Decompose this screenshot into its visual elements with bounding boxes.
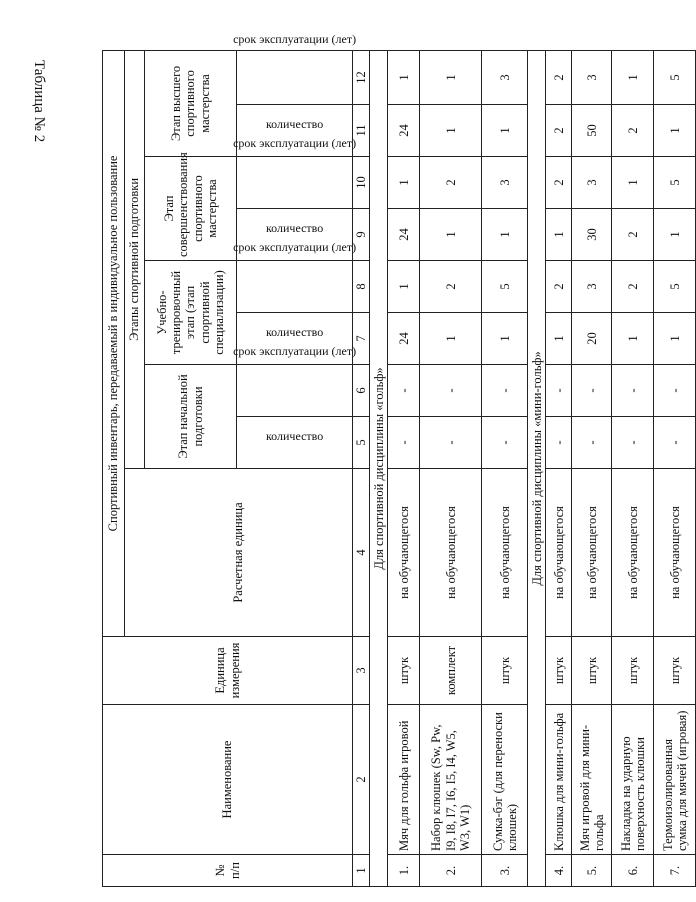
row-unit: комплект (420, 637, 482, 705)
cell-value: 1 (420, 313, 482, 365)
cell-value: 1 (482, 313, 528, 365)
cell-value: 1 (612, 313, 654, 365)
section-title: Для спортивной дисциплины «мини-гольф» (528, 50, 546, 886)
cell-value: 24 (388, 313, 420, 365)
header-unit: Единица измерения (103, 637, 353, 705)
header-qty: количество (237, 209, 353, 261)
cell-value: 50 (572, 105, 612, 157)
cell-value: - (482, 417, 528, 469)
cell-value: 5 (654, 261, 696, 313)
row-num: 2. (420, 855, 482, 887)
cell-value: 3 (572, 261, 612, 313)
row-calc-unit: на обучающегося (388, 469, 420, 637)
row-name: Мяч игровой для мини-гольфа (572, 705, 612, 855)
cell-value: - (482, 365, 528, 417)
header-term: срок эксплуатации (лет) (237, 261, 353, 313)
row-calc-unit: на обучающегося (612, 469, 654, 637)
section-title: Для спортивной дисциплины «гольф» (370, 50, 388, 886)
cell-value: 1 (420, 209, 482, 261)
cell-value: 2 (546, 105, 572, 157)
row-unit: штук (612, 637, 654, 705)
cell-value: 24 (388, 105, 420, 157)
cell-value: 30 (572, 209, 612, 261)
header-term: срок эксплуатации (лет) (237, 365, 353, 417)
header-inventory: Спортивный инвентарь, передаваемый в индивидуальное пользование (103, 50, 125, 636)
cell-value: 2 (420, 157, 482, 209)
cell-value: - (546, 417, 572, 469)
table-row (572, 50, 612, 886)
row-num: 6. (612, 855, 654, 887)
row-unit: штук (388, 637, 420, 705)
cell-value: - (612, 417, 654, 469)
row-name: Мяч для гольфа игровой (388, 705, 420, 855)
cell-value: 1 (420, 105, 482, 157)
header-calc-unit: Расчетная единица (125, 469, 353, 637)
cell-value: - (572, 365, 612, 417)
cell-value: 1 (654, 105, 696, 157)
table-row (388, 50, 420, 886)
cell-value: 1 (388, 50, 420, 104)
cell-value: 1 (388, 157, 420, 209)
cell-value: - (572, 417, 612, 469)
table-row (612, 50, 654, 886)
row-calc-unit: на обучающегося (654, 469, 696, 637)
row-num: 4. (546, 855, 572, 887)
row-calc-unit: на обучающегося (420, 469, 482, 637)
cell-value: - (654, 365, 696, 417)
row-calc-unit: на обучающегося (482, 469, 528, 637)
row-num: 5. (572, 855, 612, 887)
header-term: срок эксплуатации (лет) (237, 50, 353, 104)
cell-value: - (388, 365, 420, 417)
cell-value: 1 (482, 209, 528, 261)
cell-value: 24 (388, 209, 420, 261)
cell-value: - (546, 365, 572, 417)
cell-value: 1 (482, 105, 528, 157)
table-number-label: Таблица № 2 (31, 60, 47, 143)
cell-value: 1 (546, 313, 572, 365)
table-row (654, 50, 696, 886)
header-qty: количество (237, 105, 353, 157)
header-qty: количество (237, 313, 353, 365)
inventory-table: № п/п Наименование Единица измерения Спортивный инвентарь, передаваемый в индивидуальное пользование Расчетная единица Этапы спортивной подготовки Этап начальной подготовки Учебно-тренировочный этап (этап спортивной специализации) Этап совершенствования спортивного мастерства Этап высшего спортивного мастерства количество срок эксплуатации (лет) количество срок эксплуатации (лет) количество срок эксплуатации (лет) количество срок эксплуатации (лет) 1 2 3 4 5 6 7 8 9 10 11 12 Для спортивной дисциплины «гольф» 1. Мяч для гольфа игровой штук на обучающегося - - 24 1 24 1 24 1 2. Набор клюшек (Sw, Pw, I9, I8, I7, I6, I5, I4, W5, W3, W1) комплект на обучающегося - - 1 2 1 2 1 1 3. Сумка-бэг (для переноски клюшек) штук на обучающегося - - 1 5 1 3 1 3 Для спортивной дисциплины «мини-гольф» 4. Клюшка для мини-гольфа штук на обучающегося - - 1 2 1 2 2 2 5. Мяч игровой для мини-гольфа штук на обучающегося - - 20 3 30 3 50 3 6. Накладка на ударную поверхность клюшки штук на обучающегося - - 1 2 2 1 2 1 7. Термоизолированная сумка для мячей (игровая) штук на обучающегося - - 1 5 1 5 1 5 (102, 50, 696, 887)
row-unit: штук (482, 637, 528, 705)
cell-value: 1 (420, 50, 482, 104)
row-unit: штук (546, 637, 572, 705)
row-calc-unit: на обучающегося (546, 469, 572, 637)
cell-value: - (388, 417, 420, 469)
cell-value: 1 (546, 209, 572, 261)
cell-value: 2 (420, 261, 482, 313)
cell-value: 1 (612, 50, 654, 104)
cell-value: 2 (546, 157, 572, 209)
row-num: 7. (654, 855, 696, 887)
header-name: Наименование (103, 705, 353, 855)
rotated-table-container (102, 31, 689, 887)
row-calc-unit: на обучающегося (572, 469, 612, 637)
row-unit: штук (572, 637, 612, 705)
cell-value: 2 (612, 261, 654, 313)
cell-value: 3 (482, 50, 528, 104)
row-name: Набор клюшек (Sw, Pw, I9, I8, I7, I6, I5, I4, W5, W3, W1) (420, 705, 482, 855)
row-unit: штук (654, 637, 696, 705)
cell-value: 5 (654, 157, 696, 209)
row-name: Термоизолированная сумка для мячей (игровая) (654, 705, 696, 855)
header-stage-2: Учебно-тренировочный этап (этап спортивной специализации) (145, 261, 237, 365)
cell-value: 2 (612, 209, 654, 261)
header-num: № п/п (103, 855, 353, 887)
row-num: 3. (482, 855, 528, 887)
row-name: Клюшка для мини-гольфа (546, 705, 572, 855)
cell-value: 1 (654, 313, 696, 365)
cell-value: - (612, 365, 654, 417)
cell-value: 1 (388, 261, 420, 313)
header-stage-1: Этап начальной подготовки (145, 365, 237, 469)
table-row (420, 50, 482, 886)
row-num: 1. (388, 855, 420, 887)
cell-value: - (420, 417, 482, 469)
cell-value: 3 (482, 157, 528, 209)
cell-value: 5 (482, 261, 528, 313)
cell-value: 3 (572, 157, 612, 209)
table-row (482, 50, 528, 886)
cell-value: 20 (572, 313, 612, 365)
cell-value: - (654, 417, 696, 469)
table-row (546, 50, 572, 886)
cell-value: - (420, 365, 482, 417)
cell-value: 2 (612, 105, 654, 157)
header-stage-3: Этап совершенствования спортивного мастерства (145, 157, 237, 261)
header-stages: Этапы спортивной подготовки (125, 50, 145, 468)
header-term: срок эксплуатации (лет) (237, 157, 353, 209)
cell-value: 2 (546, 261, 572, 313)
header-qty: количество (237, 417, 353, 469)
cell-value: 1 (612, 157, 654, 209)
cell-value: 2 (546, 50, 572, 104)
row-name: Сумка-бэг (для переноски клюшек) (482, 705, 528, 855)
cell-value: 1 (654, 209, 696, 261)
row-name: Накладка на ударную поверхность клюшки (612, 705, 654, 855)
header-stage-4: Этап высшего спортивного мастерства (145, 50, 237, 156)
cell-value: 3 (572, 50, 612, 104)
cell-value: 5 (654, 50, 696, 104)
